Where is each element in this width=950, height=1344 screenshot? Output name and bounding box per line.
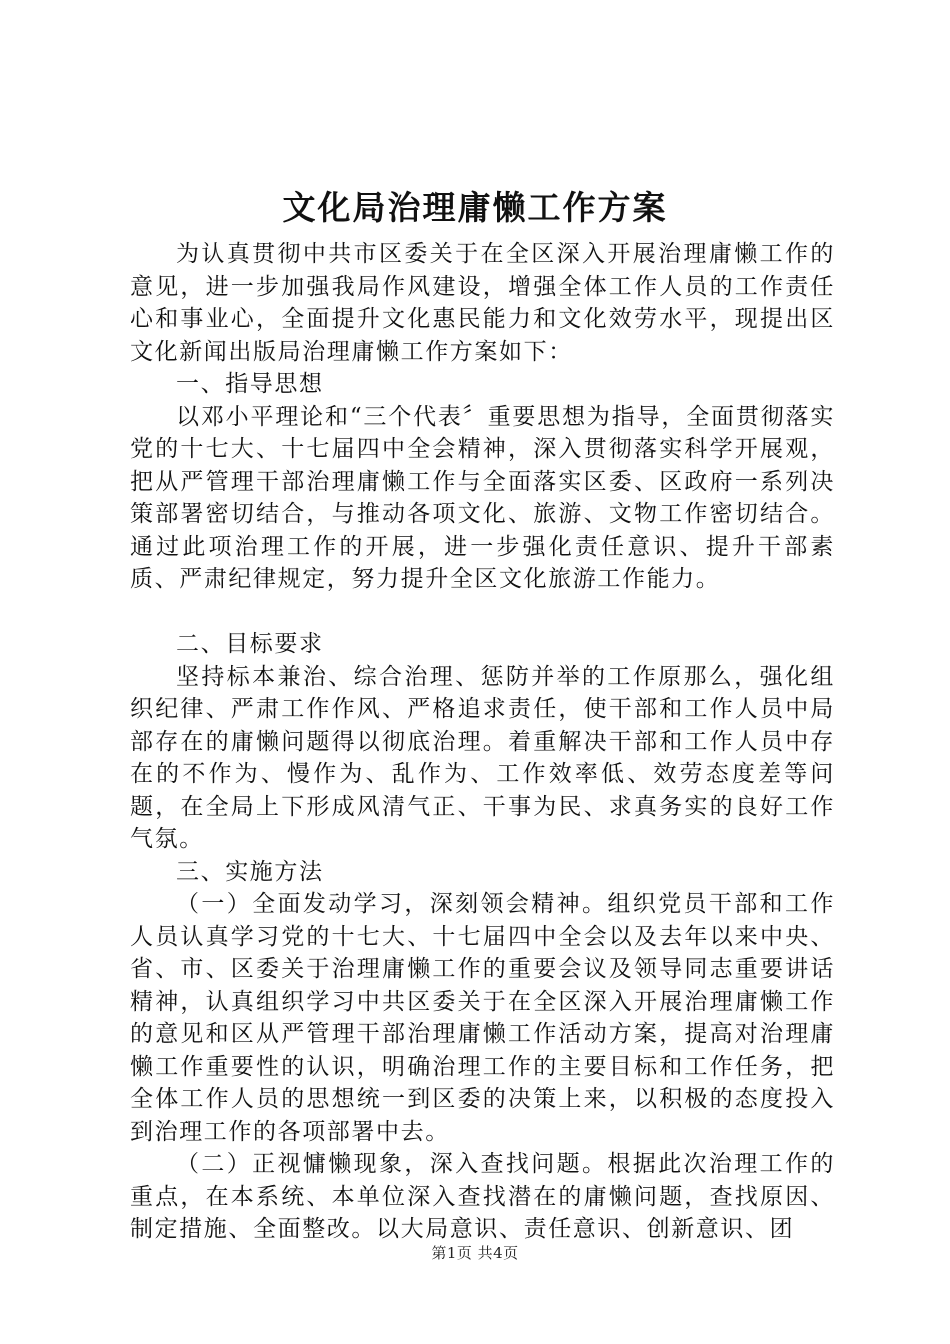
section-heading-goals: 二、目标要求 [176, 631, 324, 657]
document-title: 文化局治理庸懒工作方案 [282, 188, 668, 227]
method-one-paragraph: （一）全面发动学习，深刻领会精神。组织党员干部和工作人员认真学习党的十七大、十七届四中全会以及去年以来中央、省、市、区委关于治理庸懒工作的重要会议及领导同志重要讲话精神，认真组织学习中共区委关于在全区深入开展治理庸懒工作的意见和区从严管理干部治理庸懒工作活动方案，提高对治理庸懒工作重要性的认识，明确治理工作的主要目标和工作任务，把全体工作人员的思想统一到区委的决策上来，以积极的态度投入到治理工作的各项部署中去。 [130, 891, 835, 1145]
page-number-footer: 第1页 共4页 [431, 1244, 519, 1262]
guiding-ideology-paragraph: 以邓小平理论和“三个代表〞重要思想为指导，全面贯彻落实党的十七大、十七届四中全会精神，深入贯彻落实科学开展观，把从严管理干部治理庸懒工作与全面落实区委、区政府一系列决策部署密切结合，与推动各项文化、旅游、文物工作密切结合。通过此项治理工作的开展，进一步强化责任意识、提升干部素质、严肃纪律规定，努力提升全区文化旅游工作能力。 [130, 403, 835, 592]
goals-paragraph: 坚持标本兼治、综合治理、惩防并举的工作原那么，强化组织纪律、严肃工作作风、严格追求责任，使干部和工作人员中局部存在的庸懒问题得以彻底治理。着重解决干部和工作人员中存在的不作为、慢作为、乱作为、工作效率低、效劳态度差等问题，在全局上下形成风清气正、干事为民、求真务实的良好工作气氛。 [130, 663, 835, 852]
document-body [130, 238, 835, 1246]
section-heading-methods: 三、实施方法 [176, 858, 324, 885]
intro-paragraph: 为认真贯彻中共市区委关于在全区深入开展治理庸懒工作的意见，进一步加强我局作风建设，增强全体工作人员的工作责任心和事业心，全面提升文化惠民能力和文化效劳水平，现提出区文化新闻出版局治理庸懒工作方案如下： [130, 241, 835, 365]
method-two-paragraph: （二）正视慵懒现象，深入查找问题。根据此次治理工作的重点，在本系统、本单位深入查找潜在的庸懒问题，查找原因、制定措施、全面整改。以大局意识、责任意识、创新意识、团 [130, 1151, 835, 1242]
section-heading-guiding-ideology: 一、指导思想 [176, 371, 324, 397]
